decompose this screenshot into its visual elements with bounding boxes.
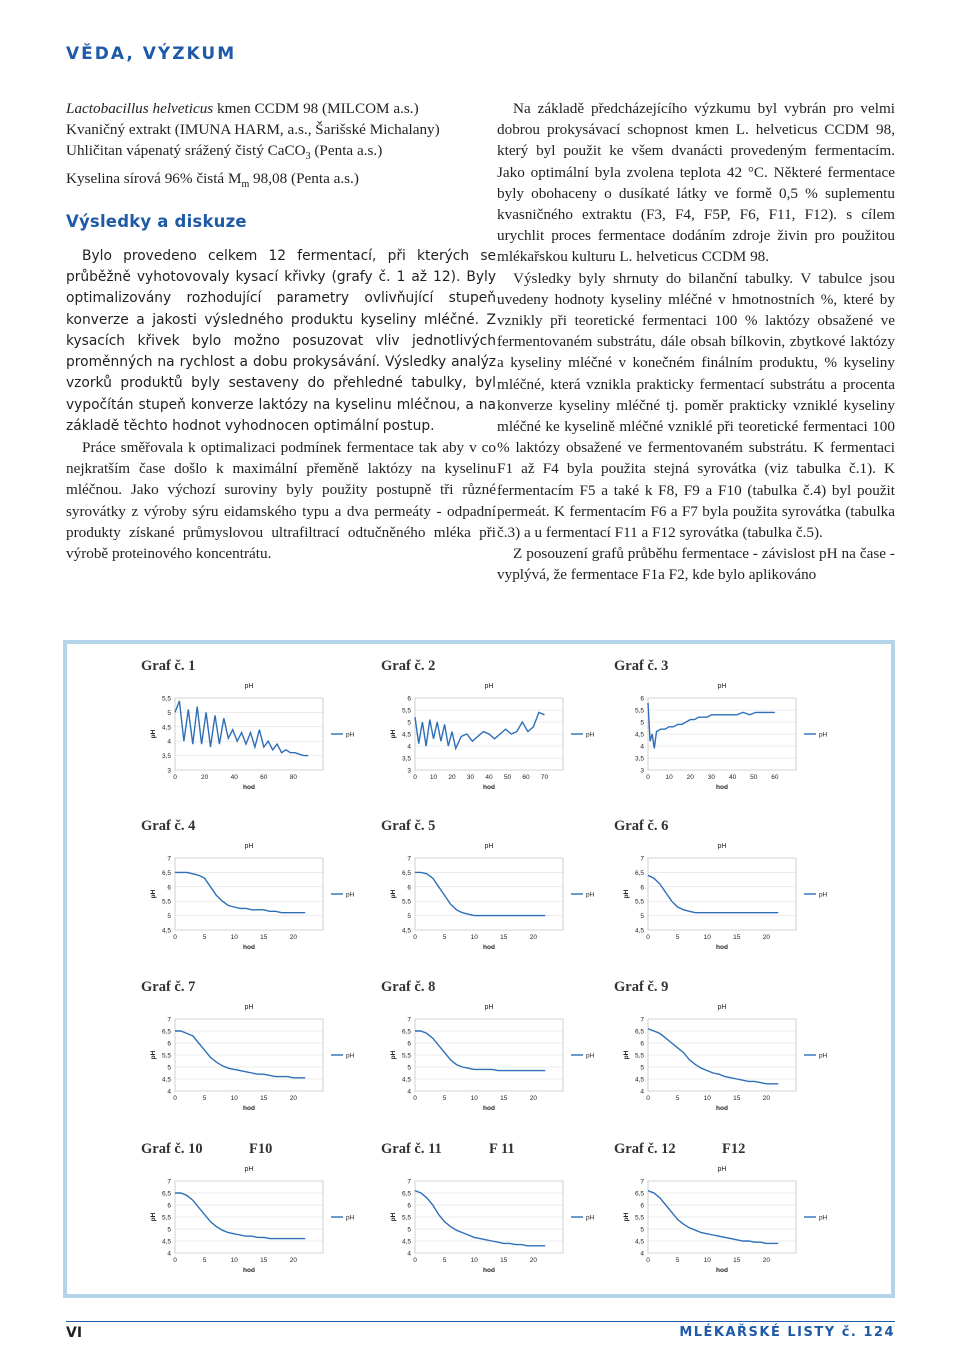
chart-2-plot-title: pH (484, 683, 494, 690)
chart-8-ylabel: pH (390, 1050, 397, 1060)
chart-7-title: Graf č. 7 (141, 979, 196, 995)
chart-3-xtick-5: 50 (750, 774, 758, 781)
chart-10-plot-title: pH (244, 1166, 254, 1173)
chart-5-plot-area (415, 858, 563, 930)
chart-4-ytick-2: 5,5 (161, 898, 171, 906)
chart-4-ytick-0: 4,5 (161, 927, 171, 935)
chart-5-ytick-1: 5 (407, 913, 411, 921)
chart-8-title: Graf č. 8 (381, 979, 436, 995)
chart-4-xtick-2: 10 (230, 934, 238, 941)
chart-10-ytick-2: 5 (167, 1226, 171, 1234)
chart-4-plot-area (175, 858, 323, 930)
chart-1-ytick-0: 3 (167, 767, 171, 775)
chart-9-ytick-5: 6,5 (634, 1028, 644, 1036)
chart-3-title: Graf č. 3 (614, 658, 669, 674)
chart-12-title: Graf č. 12 (614, 1141, 676, 1157)
chart-10-ytick-4: 6 (167, 1202, 171, 1210)
chart-2-xtick-3: 30 (466, 774, 475, 781)
chart-11-ytick-1: 4,5 (401, 1238, 411, 1246)
chart-8-ytick-6: 7 (407, 1016, 411, 1024)
chart-11-ytick-2: 5 (407, 1226, 411, 1234)
chart-10-title: Graf č. 10 (141, 1141, 203, 1157)
chart-7-ytick-4: 6 (167, 1040, 171, 1048)
chart-7-xtick-4: 20 (289, 1095, 298, 1102)
chart-6-xtick-1: 5 (675, 934, 680, 941)
chart-7-plot-title: pH (244, 1004, 254, 1011)
chart-1-ytick-5: 5,5 (161, 695, 171, 703)
chart-3-ytick-1: 3,5 (634, 755, 644, 763)
chart-8-ytick-4: 6 (407, 1040, 411, 1048)
chart-8-legend-label: pH (586, 1052, 595, 1060)
chart-11-xlabel: hod (483, 1267, 495, 1274)
chart-9-ytick-2: 5 (640, 1064, 644, 1072)
chart-4-xtick-0: 0 (173, 934, 177, 941)
chart-3-plot-title: pH (717, 683, 727, 690)
chart-10-ylabel: pH (150, 1212, 157, 1222)
chart-9-ytick-1: 4,5 (634, 1076, 644, 1084)
chart-4-title: Graf č. 4 (141, 818, 196, 834)
chart-12-legend-label: pH (819, 1214, 828, 1222)
chart-11-ytick-5: 6,5 (401, 1190, 411, 1198)
chart-10-legend-label: pH (346, 1214, 355, 1222)
chart-6-ytick-1: 5 (640, 913, 644, 921)
chart-11-subtitle: F 11 (489, 1141, 515, 1157)
chart-1-title: Graf č. 1 (141, 658, 196, 674)
chart-11-ytick-0: 4 (407, 1250, 411, 1258)
chart-5-ytick-5: 7 (407, 855, 411, 863)
chart-9-ytick-0: 4 (640, 1088, 644, 1096)
chart-6-xtick-2: 10 (703, 934, 711, 941)
chart-11-xtick-2: 10 (470, 1257, 478, 1264)
chart-1-xtick-3: 60 (260, 774, 268, 781)
chart-12-plot-title: pH (717, 1166, 727, 1173)
results-heading: Výsledky a diskuze (66, 211, 247, 231)
chart-8-ytick-3: 5,5 (401, 1052, 411, 1060)
chart-2-ytick-3: 4,5 (401, 731, 411, 739)
chart-8-ytick-2: 5 (407, 1064, 411, 1072)
chart-10-subtitle: F10 (249, 1141, 273, 1157)
left-paragraph-1: Bylo provedeno celkem 12 fermentací, při kterých se průběžně vyhotovovaly kysací křivky (grafy č. 1 až 12). Byly optimalizovány rozhodující parametry ovlivňující stupeň konverze a jakosti výsledného produktu kyseliny mléčné. Z kysacích křivek bylo možno posuzovat vliv jednotlivých proměnných na rychlost a dobu prokysávání. Výsledky analýz vzorků produktů byly sestaveny do přehledné tabulky, byl vypočítán stupeň konverze laktózy na kyselinu mléčnou, a na základě těchto hodnot vyhodnocen optimální postup. (66, 248, 496, 434)
chart-5-xlabel: hod (483, 944, 495, 951)
chart-6-xlabel: hod (716, 944, 728, 951)
chart-11-ylabel: pH (390, 1212, 397, 1222)
chart-1-ylabel: pH (150, 729, 157, 739)
chart-5-xtick-2: 10 (470, 934, 478, 941)
chart-7-ytick-6: 7 (167, 1016, 171, 1024)
chart-4-ytick-3: 6 (167, 884, 171, 892)
chart-8-xtick-0: 0 (413, 1095, 417, 1102)
material-2: Kvaničný extrakt (IMUNA HARM, a.s., Šarišské Michalany) (66, 121, 440, 139)
chart-3-ytick-3: 4,5 (634, 731, 644, 739)
chart-8-ytick-1: 4,5 (401, 1076, 411, 1084)
chart-11-xtick-3: 15 (500, 1257, 508, 1264)
chart-5-ytick-0: 4,5 (401, 927, 411, 935)
chart-12-ytick-0: 4 (640, 1250, 644, 1258)
chart-1-xtick-2: 40 (230, 774, 238, 781)
chart-5-ytick-3: 6 (407, 884, 411, 892)
chart-3-ytick-0: 3 (640, 767, 644, 775)
chart-9-ytick-4: 6 (640, 1040, 644, 1048)
chart-4-ylabel: pH (150, 889, 157, 899)
chart-6-ytick-2: 5,5 (634, 898, 644, 906)
chart-4-xtick-4: 20 (289, 934, 298, 941)
right-paragraph-3: Z posouzení grafů průběhu fermentace - závislost pH na čase - vyplývá, že fermentace F1a F2, kde bylo aplikováno (497, 545, 895, 584)
chart-7-xlabel: hod (243, 1105, 255, 1112)
chart-2-ytick-5: 5,5 (401, 707, 411, 715)
chart-8-ytick-5: 6,5 (401, 1028, 411, 1036)
chart-9-xtick-4: 20 (762, 1095, 771, 1102)
chart-5-ytick-2: 5,5 (401, 898, 411, 906)
chart-9-xtick-2: 10 (703, 1095, 711, 1102)
chart-2-xtick-6: 60 (522, 774, 530, 781)
chart-12-xtick-1: 5 (675, 1257, 680, 1264)
chart-6-title: Graf č. 6 (614, 818, 669, 834)
chart-6-plot-area (648, 858, 796, 930)
chart-3-ytick-2: 4 (640, 743, 644, 751)
chart-6-xtick-0: 0 (646, 934, 650, 941)
left-column (66, 98, 496, 564)
chart-8-ytick-0: 4 (407, 1088, 411, 1096)
charts-figure (63, 640, 895, 1298)
chart-1-xtick-0: 0 (173, 774, 177, 781)
chart-5-ytick-4: 6,5 (401, 869, 411, 877)
chart-12-ytick-5: 6,5 (634, 1190, 644, 1198)
chart-1-xtick-4: 80 (289, 774, 298, 781)
chart-9-legend-label: pH (819, 1052, 828, 1060)
chart-1-ytick-3: 4,5 (161, 724, 171, 732)
chart-2-ytick-1: 3,5 (401, 755, 411, 763)
charts-canvas (67, 644, 891, 1294)
chart-10-ytick-3: 5,5 (161, 1214, 171, 1222)
material-4: Kyselina sírová 96% čistá $M_m$ 98,08 (Penta a.s.) (66, 169, 359, 190)
chart-8-plot-title: pH (484, 1004, 494, 1011)
chart-12-ylabel: pH (623, 1212, 630, 1222)
chart-12-ytick-3: 5,5 (634, 1214, 644, 1222)
chart-12-ytick-2: 5 (640, 1226, 644, 1234)
chart-11-ytick-3: 5,5 (401, 1214, 411, 1222)
chart-7-ylabel: pH (150, 1050, 157, 1060)
chart-5-xtick-1: 5 (442, 934, 447, 941)
chart-7-ytick-2: 5 (167, 1064, 171, 1072)
chart-5-ylabel: pH (390, 889, 397, 899)
chart-3-legend-label: pH (819, 731, 828, 739)
chart-6-ytick-3: 6 (640, 884, 644, 892)
chart-4-xlabel: hod (243, 944, 255, 951)
chart-5-title: Graf č. 5 (381, 818, 436, 834)
chart-12-ytick-6: 7 (640, 1178, 644, 1186)
chart-9-plot-title: pH (717, 1004, 727, 1011)
chart-11-xtick-1: 5 (442, 1257, 447, 1264)
chart-4-xtick-3: 15 (260, 934, 268, 941)
page-number: VI (66, 1325, 83, 1341)
chart-1-legend-label: pH (346, 731, 355, 739)
chart-5-legend-label: pH (586, 891, 595, 899)
chart-6-plot-title: pH (717, 843, 727, 850)
chart-4-ytick-4: 6,5 (161, 869, 171, 877)
chart-8-xtick-2: 10 (470, 1095, 478, 1102)
chart-7-ytick-3: 5,5 (161, 1052, 171, 1060)
chart-10-ytick-6: 7 (167, 1178, 171, 1186)
chart-2-ytick-0: 3 (407, 767, 411, 775)
chart-1-ytick-2: 4 (167, 738, 171, 746)
chart-2-xtick-5: 50 (503, 774, 512, 781)
chart-10-ytick-5: 6,5 (161, 1190, 171, 1198)
chart-11-xtick-4: 20 (529, 1257, 538, 1264)
chart-11-xtick-0: 0 (413, 1257, 417, 1264)
section-header: VĚDA, VÝZKUM (66, 44, 237, 64)
footer-divider (66, 1321, 895, 1322)
chart-4-legend-label: pH (346, 891, 355, 899)
chart-11-legend-label: pH (586, 1214, 595, 1222)
chart-6-legend-label: pH (819, 891, 828, 899)
chart-3-xlabel: hod (716, 784, 728, 791)
chart-2-ytick-4: 5 (407, 719, 411, 727)
right-paragraph-1: Na základě předcházejícího výzkumu byl vybrán pro velmi dobrou prokysávací schopnost kmen L. helveticus CCDM 98, který byl použit ke všem dvanácti provedeným fermentacím. Jako optimální byla zvolena teplota 42 °C. Některé fermentace byly obohaceny o dusíkaté látky ve formě 0,5 % suplementu kvasničného extraktu (F3, F4, F5P, F6, F11, F12). s cílem urychlit proces fermentace dodáním zdroje živin pro použitou mlékařskou kulturu L. helveticus CCDM 98. (497, 100, 895, 266)
chart-9-ytick-3: 5,5 (634, 1052, 644, 1060)
chart-1-xlabel: hod (243, 784, 255, 791)
right-column (497, 98, 895, 586)
chart-9-xtick-0: 0 (646, 1095, 650, 1102)
chart-9-ylabel: pH (623, 1050, 630, 1060)
chart-3-ytick-6: 6 (640, 695, 644, 703)
chart-2-xtick-1: 10 (429, 774, 438, 781)
chart-7-xtick-0: 0 (173, 1095, 177, 1102)
chart-4-ytick-5: 7 (167, 855, 171, 863)
chart-12-subtitle: F12 (722, 1141, 746, 1157)
chart-3-xtick-6: 60 (771, 774, 779, 781)
chart-10-xtick-2: 10 (230, 1257, 238, 1264)
chart-2-xtick-4: 40 (485, 774, 493, 781)
chart-8-xtick-3: 15 (500, 1095, 508, 1102)
chart-12-ytick-1: 4,5 (634, 1238, 644, 1246)
chart-2-ytick-2: 4 (407, 743, 411, 751)
chart-2-xtick-7: 70 (540, 774, 549, 781)
chart-6-ytick-5: 7 (640, 855, 644, 863)
chart-5-plot-title: pH (484, 843, 494, 850)
chart-10-ytick-1: 4,5 (161, 1238, 171, 1246)
chart-6-xtick-3: 15 (733, 934, 741, 941)
chart-6-ylabel: pH (623, 889, 630, 899)
chart-7-ytick-1: 4,5 (161, 1076, 171, 1084)
chart-6-xtick-4: 20 (762, 934, 771, 941)
chart-1-xtick-1: 20 (200, 774, 209, 781)
chart-7-ytick-0: 4 (167, 1088, 171, 1096)
chart-1-plot-title: pH (244, 683, 254, 690)
chart-9-xlabel: hod (716, 1105, 728, 1112)
chart-8-xlabel: hod (483, 1105, 495, 1112)
chart-7-ytick-5: 6,5 (161, 1028, 171, 1036)
chart-12-xtick-2: 10 (703, 1257, 711, 1264)
chart-10-xtick-4: 20 (289, 1257, 298, 1264)
left-paragraph-2: Práce směřovala k optimalizaci podmínek fermentace tak aby v co nejkratším čase došlo k maximální přeměně laktózy na kyselinu mléčnou. Jako výchozí suroviny byly použity postupně tři různé syrovátky z výroby sýru eidamského typu a dva permeáty - odpadní produkty získané průmyslovou ultrafiltrací odtučněného mléka při výrobě proteinového koncentrátu. (66, 438, 496, 562)
chart-2-legend-label: pH (586, 731, 595, 739)
chart-10-ytick-0: 4 (167, 1250, 171, 1258)
chart-9-xtick-1: 5 (675, 1095, 680, 1102)
chart-5-xtick-3: 15 (500, 934, 508, 941)
chart-3-ytick-4: 5 (640, 719, 644, 727)
chart-5-xtick-4: 20 (529, 934, 538, 941)
chart-6-ytick-4: 6,5 (634, 869, 644, 877)
chart-3-xtick-3: 30 (707, 774, 716, 781)
chart-12-xtick-4: 20 (762, 1257, 771, 1264)
chart-2-xlabel: hod (483, 784, 495, 791)
chart-4-ytick-1: 5 (167, 913, 171, 921)
chart-1-ytick-1: 3,5 (161, 753, 171, 761)
chart-12-xtick-3: 15 (733, 1257, 741, 1264)
chart-6-ytick-0: 4,5 (634, 927, 644, 935)
material-1: Lactobacillus helveticus kmen CCDM 98 (MILCOM a.s.) (66, 100, 419, 117)
chart-9-xtick-3: 15 (733, 1095, 741, 1102)
chart-3-ytick-5: 5,5 (634, 707, 644, 715)
chart-5-xtick-0: 0 (413, 934, 417, 941)
right-paragraph-2: Výsledky byly shrnuty do bilanční tabulky. V tabulce jsou uvedeny hodnoty kyseliny mléčné v hmotnostních %, které by vznikly při teoretické fermentaci 100 % laktózy obsažené ve fermentovaném substrátu, dále obsah bílkovin, zbytkové laktózy a kyseliny mléčné v konečném finálním produktu, % kyseliny mléčné, která vznikla prakticky fermentací substrátu a procenta konverze kyseliny mléčné tj. poměr prakticky vzniklé kyseliny mléčné ke kyselině mléčné vzniklé při teoretické fermentaci 100 % laktózy obsažené ve fermentovaném substrátu. K fermentaci F1 až F4 byla použita stejná syrovátka (viz tabulka č.1). K fermentacím F5 a také k F8, F9 a F10 (tabulka č.4) byl použit permeát. K fermentacím F6 a F7 byla použita syrovátka (tabulka č.3) a u fermentací F11 a F12 syrovátka (tabulka č.5). (497, 269, 895, 542)
chart-3-xtick-2: 20 (686, 774, 694, 781)
chart-12-xtick-0: 0 (646, 1257, 650, 1264)
material-3: Uhličitan vápenatý srážený čistý CaCO$_3$ (Penta a.s.) (66, 142, 383, 163)
chart-11-title: Graf č. 11 (381, 1141, 442, 1157)
chart-12-xlabel: hod (716, 1267, 728, 1274)
chart-7-xtick-3: 15 (260, 1095, 268, 1102)
chart-8-xtick-1: 5 (442, 1095, 447, 1102)
chart-12-ytick-4: 6 (640, 1202, 644, 1210)
chart-2-title: Graf č. 2 (381, 658, 436, 674)
chart-10-xlabel: hod (243, 1267, 255, 1274)
chart-3-xtick-4: 40 (728, 774, 737, 781)
chart-2-xtick-0: 0 (413, 774, 417, 781)
chart-10-xtick-1: 5 (202, 1257, 207, 1264)
chart-10-xtick-0: 0 (173, 1257, 177, 1264)
chart-11-ytick-4: 6 (407, 1202, 411, 1210)
chart-7-legend-label: pH (346, 1052, 355, 1060)
chart-9-title: Graf č. 9 (614, 979, 669, 995)
chart-7-xtick-2: 10 (230, 1095, 238, 1102)
chart-1-ytick-4: 5 (167, 709, 171, 717)
chart-8-xtick-4: 20 (529, 1095, 538, 1102)
journal-name: MLÉKAŘSKÉ LISTY č. 124 (679, 1325, 895, 1340)
chart-2-ylabel: pH (390, 729, 397, 739)
chart-9-ytick-6: 7 (640, 1016, 644, 1024)
chart-2-xtick-2: 20 (448, 774, 456, 781)
chart-4-plot-title: pH (244, 843, 254, 850)
chart-3-xtick-1: 10 (665, 774, 673, 781)
chart-3-xtick-0: 0 (646, 774, 650, 781)
chart-2-ytick-6: 6 (407, 695, 411, 703)
chart-7-xtick-1: 5 (202, 1095, 207, 1102)
chart-10-xtick-3: 15 (260, 1257, 268, 1264)
chart-11-ytick-6: 7 (407, 1178, 411, 1186)
chart-4-xtick-1: 5 (202, 934, 207, 941)
